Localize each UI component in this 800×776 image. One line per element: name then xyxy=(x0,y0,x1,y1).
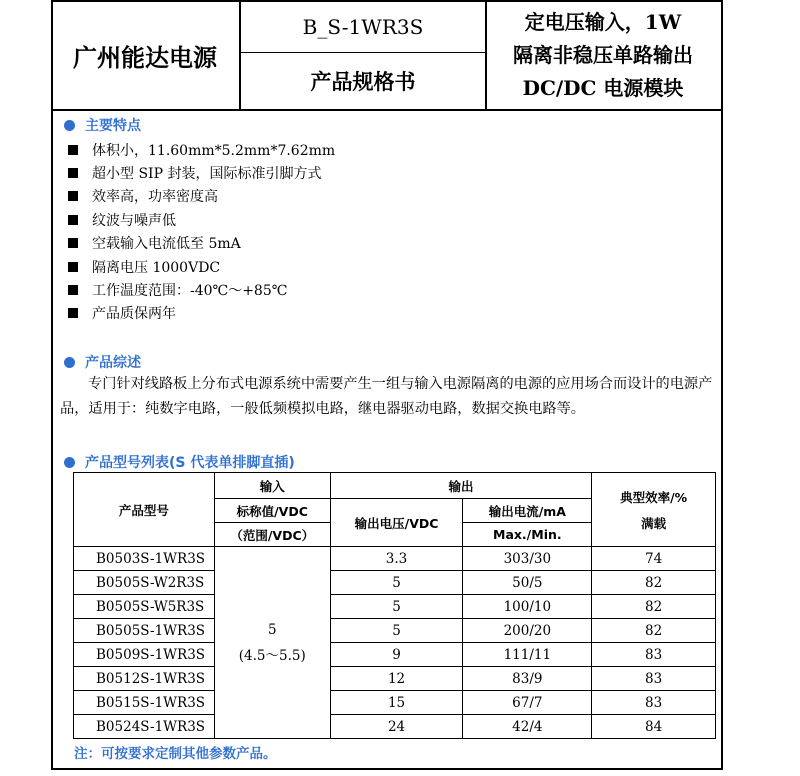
desc-line: 隔离非稳压单路输出 xyxy=(513,43,693,67)
cell-vout: 3.3 xyxy=(330,547,463,571)
col-header-model: 产品型号 xyxy=(74,473,215,547)
cell-eff: 82 xyxy=(592,571,716,595)
feature-text: 体积小，11.60mm*5.2mm*7.62mm xyxy=(92,142,336,159)
square-bullet-icon xyxy=(68,215,78,225)
col-header-output-current-sub: Max./Min. xyxy=(463,523,592,547)
model-code: B_S-1WR3S xyxy=(241,2,485,53)
feature-text: 效率高，功率密度高 xyxy=(92,189,218,206)
cell-model: B0503S-1WR3S xyxy=(74,547,215,571)
input-range-value: (4.5～5.5) xyxy=(238,647,306,664)
desc-line: 定电压输入，1W xyxy=(524,10,682,34)
col-header-input: 输入 xyxy=(214,473,330,499)
input-nominal-value: 5 xyxy=(267,621,277,638)
cell-vout: 5 xyxy=(330,595,463,619)
table-row xyxy=(74,547,716,571)
square-bullet-icon xyxy=(68,262,78,272)
col-header-output: 输出 xyxy=(330,473,592,499)
cell-vout: 9 xyxy=(330,643,463,667)
feature-item xyxy=(68,278,335,301)
cell-model: B0505S-W5R3S xyxy=(74,595,215,619)
square-bullet-icon xyxy=(68,168,78,178)
header-middle xyxy=(241,2,487,109)
cell-model: B0505S-W2R3S xyxy=(74,571,215,595)
col-header-input-nominal: 标称值/VDC xyxy=(214,499,330,523)
cell-eff: 82 xyxy=(592,595,716,619)
feature-item xyxy=(68,161,335,184)
square-bullet-icon xyxy=(68,238,78,248)
table-row xyxy=(74,643,716,667)
spec-title: 产品规格书 xyxy=(310,70,416,94)
square-bullet-icon xyxy=(68,308,78,318)
feature-text: 产品质保两年 xyxy=(92,306,176,323)
desc-line: DC/DC 电源模块 xyxy=(522,76,684,100)
square-bullet-icon xyxy=(68,145,78,155)
bullet-dot-icon xyxy=(64,120,75,131)
col-header-input-range: （范围/VDC） xyxy=(214,523,330,547)
feature-text: 隔离电压 1000VDC xyxy=(92,259,221,276)
efficiency-sub-label: 满载 xyxy=(641,515,667,531)
cell-iout: 42/4 xyxy=(463,715,592,739)
feature-item xyxy=(68,302,335,325)
cell-vout: 15 xyxy=(330,691,463,715)
overview-heading xyxy=(64,352,141,372)
cell-eff: 74 xyxy=(592,547,716,571)
table-row xyxy=(74,691,716,715)
product-description xyxy=(487,2,719,109)
document-header xyxy=(51,0,723,111)
overview-title: 产品综述 xyxy=(85,355,141,371)
feature-text: 工作温度范围：-40℃～+85℃ xyxy=(92,283,288,300)
square-bullet-icon xyxy=(68,285,78,295)
features-list xyxy=(68,138,335,325)
efficiency-label: 典型效率/% xyxy=(620,489,688,505)
table-row xyxy=(74,619,716,643)
square-bullet-icon xyxy=(68,191,78,201)
cell-eff: 84 xyxy=(592,715,716,739)
table-row xyxy=(74,715,716,739)
feature-text: 纹波与噪声低 xyxy=(92,212,176,229)
overview-paragraph xyxy=(60,372,718,422)
feature-item xyxy=(68,232,335,255)
cell-vout: 5 xyxy=(330,619,463,643)
cell-eff: 82 xyxy=(592,619,716,643)
cell-iout: 111/11 xyxy=(463,643,592,667)
cell-eff: 83 xyxy=(592,667,716,691)
bullet-dot-icon xyxy=(64,457,75,468)
cell-iout: 100/10 xyxy=(463,595,592,619)
cell-vout: 12 xyxy=(330,667,463,691)
cell-vout: 5 xyxy=(330,571,463,595)
models-heading xyxy=(64,452,295,472)
feature-text: 超小型 SIP 封装，国际标准引脚方式 xyxy=(92,166,322,183)
company-name: 广州能达电源 xyxy=(51,2,241,109)
cell-iout: 303/30 xyxy=(463,547,592,571)
col-header-efficiency xyxy=(592,473,716,547)
table-row xyxy=(74,595,716,619)
table-row xyxy=(74,667,716,691)
table-header-row xyxy=(74,473,716,499)
cell-input-value xyxy=(214,547,330,739)
cell-iout: 83/9 xyxy=(463,667,592,691)
col-header-output-current: 输出电流/mA xyxy=(463,499,592,523)
features-title: 主要特点 xyxy=(85,118,141,134)
cell-model: B0505S-1WR3S xyxy=(74,619,215,643)
cell-model: B0515S-1WR3S xyxy=(74,691,215,715)
bullet-dot-icon xyxy=(64,357,75,368)
cell-model: B0524S-1WR3S xyxy=(74,715,215,739)
cell-iout: 50/5 xyxy=(463,571,592,595)
table-row xyxy=(74,571,716,595)
feature-item xyxy=(68,185,335,208)
cell-model: B0509S-1WR3S xyxy=(74,643,215,667)
cell-iout: 200/20 xyxy=(463,619,592,643)
cell-vout: 24 xyxy=(330,715,463,739)
model-table xyxy=(73,472,716,739)
cell-model: B0512S-1WR3S xyxy=(74,667,215,691)
cell-eff: 83 xyxy=(592,691,716,715)
cell-eff: 83 xyxy=(592,643,716,667)
feature-item xyxy=(68,208,335,231)
feature-item xyxy=(68,255,335,278)
features-heading xyxy=(64,115,141,135)
models-title: 产品型号列表(S 代表单排脚直插) xyxy=(85,455,295,471)
overview-text: 专门针对线路板上分布式电源系统中需要产生一组与输入电源隔离的电源的应用场合而设计的电源产品，适用于：纯数字电路，一般低频模拟电路，继电器驱动电路，数据交换电路等。 xyxy=(60,376,713,417)
custom-note: 注：可按要求定制其他参数产品。 xyxy=(74,746,277,762)
feature-text: 空载输入电流低至 5mA xyxy=(92,236,241,253)
cell-iout: 67/7 xyxy=(463,691,592,715)
col-header-output-voltage: 输出电压/VDC xyxy=(330,499,463,547)
feature-item xyxy=(68,138,335,161)
